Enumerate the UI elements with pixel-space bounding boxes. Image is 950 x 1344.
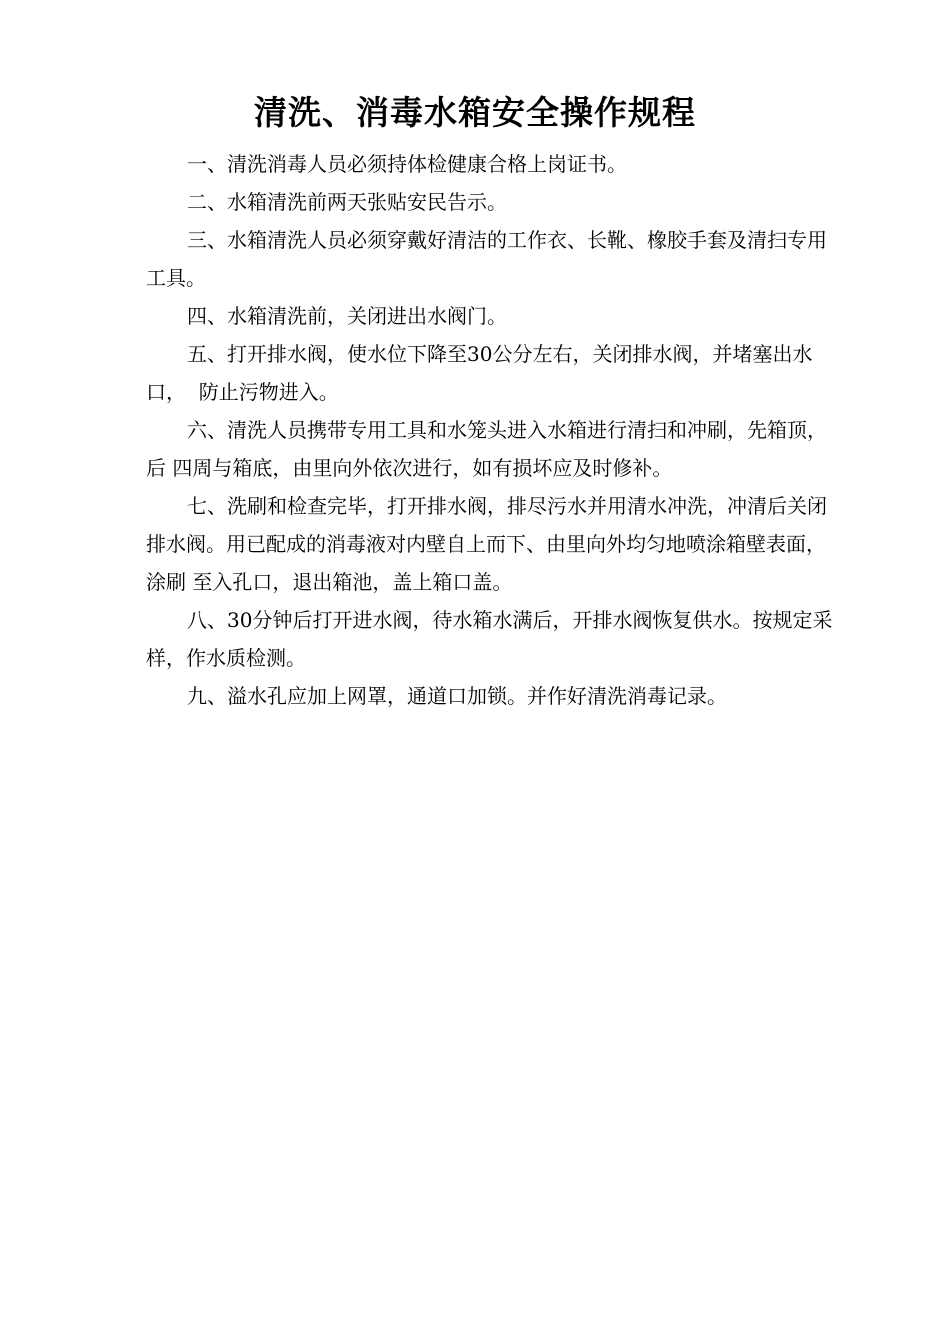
rule-3: 三、水箱清洗人员必须穿戴好清洁的工作衣、长靴、橡胶手套及清扫专用工具。 [146,228,827,290]
rule-4: 四、水箱清洗前，关闭进出水阀门。 [187,304,507,328]
rule-2: 二、水箱清洗前两天张贴安民告示。 [187,190,507,214]
rule-1: 一、清洗消毒人员必须持体检健康合格上岗证书。 [187,152,627,176]
document-title: 清洗、消毒水箱安全操作规程 [254,93,696,132]
rule-5: 五、打开排水阀，使水位下降至30公分左右，关闭排水阀，并堵塞出水口， 防止污物进入。 [146,342,813,404]
rule-8: 八、30分钟后打开进水阀，待水箱水满后，开排水阀恢复供水。按规定采样，作水质检测。 [146,608,833,670]
rule-6: 六、清洗人员携带专用工具和水笼头进入水箱进行清扫和冲刷，先箱顶，后 四周与箱底，由里向外依次进行，如有损坏应及时修补。 [146,418,827,480]
rule-7: 七、洗刷和检查完毕，打开排水阀，排尽污水并用清水冲洗，冲清后关闭排水阀。用已配成的消毒液对内壁自上而下、由里向外均匀地喷涂箱壁表面，涂刷 至入孔口，退出箱池，盖上箱口盖。 [146,494,827,594]
document-body [146,145,836,715]
rule-9: 九、溢水孔应加上网罩，通道口加锁。并作好清洗消毒记录。 [187,684,727,708]
